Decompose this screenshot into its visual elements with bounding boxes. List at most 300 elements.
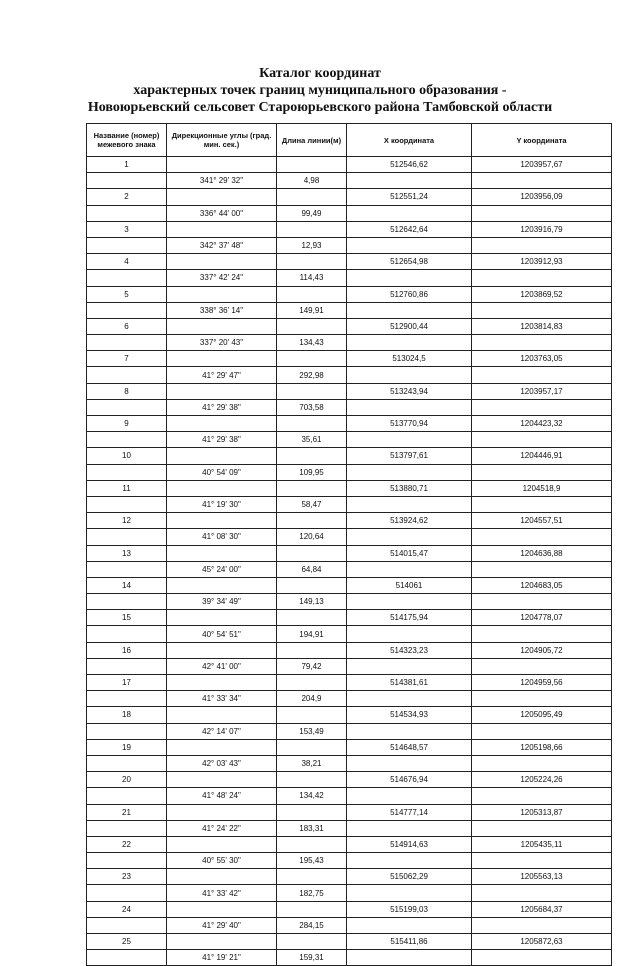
line-length: 4,98 (277, 173, 347, 189)
x-coordinate: 515199,03 (347, 901, 472, 917)
y-coordinate: 1205198,66 (472, 739, 612, 755)
point-row (87, 901, 612, 917)
direction-angle: 342° 37' 48" (167, 237, 277, 253)
y-coordinate: 1205872,63 (472, 934, 612, 950)
empty-cell (87, 885, 167, 901)
direction-angle: 341° 29' 32" (167, 173, 277, 189)
empty-cell (277, 480, 347, 496)
empty-cell (87, 335, 167, 351)
segment-row (87, 270, 612, 286)
point-number: 24 (87, 901, 167, 917)
y-coordinate: 1204683,05 (472, 577, 612, 593)
empty-cell (347, 367, 472, 383)
point-number: 23 (87, 869, 167, 885)
point-number: 2 (87, 189, 167, 205)
empty-cell (472, 950, 612, 966)
empty-cell (87, 723, 167, 739)
empty-cell (167, 739, 277, 755)
empty-cell (347, 594, 472, 610)
line-length: 703,58 (277, 399, 347, 415)
empty-cell (472, 529, 612, 545)
empty-cell (472, 399, 612, 415)
segment-row (87, 950, 612, 966)
point-row (87, 448, 612, 464)
empty-cell (347, 173, 472, 189)
empty-cell (277, 804, 347, 820)
empty-cell (167, 221, 277, 237)
point-row (87, 934, 612, 950)
empty-cell (87, 205, 167, 221)
empty-cell (87, 496, 167, 512)
header-angle: Дирекционные углы (град. мин. сек.) (167, 124, 277, 157)
x-coordinate: 514381,61 (347, 675, 472, 691)
header-mark-name: Название (номер) межевого знака (87, 124, 167, 157)
point-row (87, 610, 612, 626)
header-length: Длина линии(м) (277, 124, 347, 157)
point-number: 13 (87, 545, 167, 561)
point-number: 9 (87, 416, 167, 432)
empty-cell (347, 529, 472, 545)
empty-cell (167, 577, 277, 593)
empty-cell (277, 351, 347, 367)
empty-cell (277, 934, 347, 950)
empty-cell (167, 351, 277, 367)
y-coordinate: 1205095,49 (472, 707, 612, 723)
point-number: 7 (87, 351, 167, 367)
empty-cell (472, 788, 612, 804)
empty-cell (167, 416, 277, 432)
x-coordinate: 513243,94 (347, 383, 472, 399)
empty-cell (277, 545, 347, 561)
empty-cell (277, 610, 347, 626)
empty-cell (277, 836, 347, 852)
empty-cell (277, 513, 347, 529)
empty-cell (347, 464, 472, 480)
segment-row (87, 626, 612, 642)
y-coordinate: 1204778,07 (472, 610, 612, 626)
empty-cell (472, 917, 612, 933)
y-coordinate: 1204557,51 (472, 513, 612, 529)
empty-cell (167, 610, 277, 626)
empty-cell (87, 691, 167, 707)
empty-cell (167, 286, 277, 302)
point-number: 11 (87, 480, 167, 496)
point-row (87, 836, 612, 852)
point-number: 17 (87, 675, 167, 691)
line-length: 153,49 (277, 723, 347, 739)
y-coordinate: 1203957,67 (472, 157, 612, 173)
empty-cell (87, 788, 167, 804)
segment-row (87, 173, 612, 189)
point-row (87, 157, 612, 173)
segment-row (87, 205, 612, 221)
empty-cell (347, 691, 472, 707)
empty-cell (87, 432, 167, 448)
empty-cell (347, 237, 472, 253)
empty-cell (347, 950, 472, 966)
point-number: 21 (87, 804, 167, 820)
direction-angle: 45° 24' 00" (167, 561, 277, 577)
empty-cell (277, 221, 347, 237)
empty-cell (472, 594, 612, 610)
empty-cell (277, 448, 347, 464)
empty-cell (277, 901, 347, 917)
empty-cell (277, 318, 347, 334)
segment-row (87, 885, 612, 901)
empty-cell (347, 432, 472, 448)
y-coordinate: 1203763,05 (472, 351, 612, 367)
line-length: 292,98 (277, 367, 347, 383)
point-row (87, 577, 612, 593)
point-row (87, 804, 612, 820)
empty-cell (167, 642, 277, 658)
empty-cell (87, 173, 167, 189)
empty-cell (347, 788, 472, 804)
point-row (87, 189, 612, 205)
empty-cell (472, 367, 612, 383)
direction-angle: 41° 29' 40" (167, 917, 277, 933)
line-length: 134,43 (277, 335, 347, 351)
point-row (87, 545, 612, 561)
direction-angle: 337° 20' 43" (167, 335, 277, 351)
empty-cell (167, 675, 277, 691)
direction-angle: 336° 44' 00" (167, 205, 277, 221)
line-length: 38,21 (277, 755, 347, 771)
direction-angle: 41° 19' 21" (167, 950, 277, 966)
y-coordinate: 1204518,9 (472, 480, 612, 496)
x-coordinate: 514534,93 (347, 707, 472, 723)
line-length: 79,42 (277, 658, 347, 674)
point-number: 19 (87, 739, 167, 755)
empty-cell (87, 917, 167, 933)
empty-cell (347, 270, 472, 286)
direction-angle: 41° 29' 47" (167, 367, 277, 383)
point-row (87, 707, 612, 723)
point-row (87, 513, 612, 529)
empty-cell (472, 270, 612, 286)
segment-row (87, 432, 612, 448)
y-coordinate: 1204905,72 (472, 642, 612, 658)
direction-angle: 41° 33' 34" (167, 691, 277, 707)
empty-cell (87, 853, 167, 869)
point-row (87, 416, 612, 432)
x-coordinate: 512546,62 (347, 157, 472, 173)
empty-cell (347, 755, 472, 771)
line-length: 149,91 (277, 302, 347, 318)
empty-cell (472, 496, 612, 512)
direction-angle: 41° 33' 42" (167, 885, 277, 901)
y-coordinate: 1204636,88 (472, 545, 612, 561)
point-number: 12 (87, 513, 167, 529)
table-body (87, 157, 612, 966)
empty-cell (472, 626, 612, 642)
segment-row (87, 496, 612, 512)
empty-cell (167, 707, 277, 723)
segment-row (87, 691, 612, 707)
point-number: 4 (87, 254, 167, 270)
line-length: 195,43 (277, 853, 347, 869)
empty-cell (277, 254, 347, 270)
empty-cell (472, 723, 612, 739)
segment-row (87, 755, 612, 771)
line-length: 35,61 (277, 432, 347, 448)
empty-cell (87, 950, 167, 966)
x-coordinate: 512551,24 (347, 189, 472, 205)
empty-cell (472, 302, 612, 318)
line-length: 183,31 (277, 820, 347, 836)
line-length: 58,47 (277, 496, 347, 512)
x-coordinate: 513924,62 (347, 513, 472, 529)
empty-cell (167, 545, 277, 561)
y-coordinate: 1205224,26 (472, 772, 612, 788)
empty-cell (472, 885, 612, 901)
y-coordinate: 1204959,56 (472, 675, 612, 691)
empty-cell (472, 464, 612, 480)
x-coordinate: 514648,57 (347, 739, 472, 755)
segment-row (87, 237, 612, 253)
empty-cell (277, 707, 347, 723)
segment-row (87, 399, 612, 415)
catalog-subtitle-region: Новоюрьевский сельсовет Староюрьевского района Тамбовской области (87, 100, 553, 115)
catalog-title: Каталог координат (259, 66, 381, 81)
empty-cell (87, 464, 167, 480)
empty-cell (87, 399, 167, 415)
segment-row (87, 302, 612, 318)
coordinates-table (86, 123, 612, 966)
y-coordinate: 1203916,79 (472, 221, 612, 237)
x-coordinate: 514914,63 (347, 836, 472, 852)
point-row (87, 254, 612, 270)
point-number: 16 (87, 642, 167, 658)
empty-cell (167, 772, 277, 788)
empty-cell (472, 691, 612, 707)
empty-cell (472, 658, 612, 674)
direction-angle: 42° 14' 07" (167, 723, 277, 739)
direction-angle: 42° 41' 00" (167, 658, 277, 674)
y-coordinate: 1205435,11 (472, 836, 612, 852)
empty-cell (347, 626, 472, 642)
empty-cell (167, 513, 277, 529)
point-row (87, 675, 612, 691)
point-number: 3 (87, 221, 167, 237)
direction-angle: 41° 29' 38" (167, 432, 277, 448)
direction-angle: 42° 03' 43" (167, 755, 277, 771)
empty-cell (472, 853, 612, 869)
x-coordinate: 513024,5 (347, 351, 472, 367)
direction-angle: 41° 48' 24" (167, 788, 277, 804)
point-row (87, 739, 612, 755)
header-y: Y координата (472, 124, 612, 157)
line-length: 114,43 (277, 270, 347, 286)
direction-angle: 41° 24' 22" (167, 820, 277, 836)
point-number: 22 (87, 836, 167, 852)
x-coordinate: 512654,98 (347, 254, 472, 270)
point-row (87, 772, 612, 788)
empty-cell (347, 658, 472, 674)
empty-cell (277, 383, 347, 399)
segment-row (87, 367, 612, 383)
x-coordinate: 514015,47 (347, 545, 472, 561)
empty-cell (277, 157, 347, 173)
y-coordinate: 1203912,93 (472, 254, 612, 270)
point-number: 10 (87, 448, 167, 464)
x-coordinate: 514175,94 (347, 610, 472, 626)
line-length: 159,31 (277, 950, 347, 966)
segment-row (87, 464, 612, 480)
x-coordinate: 513880,71 (347, 480, 472, 496)
segment-row (87, 335, 612, 351)
direction-angle: 41° 08' 30" (167, 529, 277, 545)
point-number: 1 (87, 157, 167, 173)
empty-cell (87, 302, 167, 318)
point-number: 15 (87, 610, 167, 626)
empty-cell (87, 237, 167, 253)
empty-cell (87, 755, 167, 771)
direction-angle: 338° 36' 14" (167, 302, 277, 318)
point-row (87, 869, 612, 885)
point-row (87, 221, 612, 237)
segment-row (87, 820, 612, 836)
y-coordinate: 1205563,13 (472, 869, 612, 885)
empty-cell (277, 739, 347, 755)
line-length: 204,9 (277, 691, 347, 707)
empty-cell (277, 577, 347, 593)
empty-cell (167, 254, 277, 270)
segment-row (87, 723, 612, 739)
empty-cell (347, 723, 472, 739)
empty-cell (347, 917, 472, 933)
empty-cell (472, 820, 612, 836)
empty-cell (347, 399, 472, 415)
y-coordinate: 1204446,91 (472, 448, 612, 464)
empty-cell (167, 383, 277, 399)
segment-row (87, 917, 612, 933)
line-length: 134,42 (277, 788, 347, 804)
empty-cell (167, 448, 277, 464)
empty-cell (167, 836, 277, 852)
empty-cell (167, 934, 277, 950)
line-length: 99,49 (277, 205, 347, 221)
x-coordinate: 515062,29 (347, 869, 472, 885)
segment-row (87, 529, 612, 545)
point-number: 18 (87, 707, 167, 723)
empty-cell (167, 157, 277, 173)
empty-cell (167, 804, 277, 820)
empty-cell (347, 561, 472, 577)
empty-cell (347, 496, 472, 512)
y-coordinate: 1203814,83 (472, 318, 612, 334)
x-coordinate: 515411,86 (347, 934, 472, 950)
empty-cell (347, 205, 472, 221)
y-coordinate: 1203956,09 (472, 189, 612, 205)
y-coordinate: 1203869,52 (472, 286, 612, 302)
y-coordinate: 1205313,87 (472, 804, 612, 820)
empty-cell (167, 869, 277, 885)
x-coordinate: 514061 (347, 577, 472, 593)
x-coordinate: 514777,14 (347, 804, 472, 820)
empty-cell (277, 286, 347, 302)
line-length: 109,95 (277, 464, 347, 480)
empty-cell (472, 205, 612, 221)
empty-cell (87, 367, 167, 383)
segment-row (87, 853, 612, 869)
empty-cell (277, 642, 347, 658)
direction-angle: 40° 54' 09" (167, 464, 277, 480)
point-number: 25 (87, 934, 167, 950)
direction-angle: 41° 29' 38" (167, 399, 277, 415)
x-coordinate: 512900,44 (347, 318, 472, 334)
empty-cell (277, 189, 347, 205)
empty-cell (347, 302, 472, 318)
empty-cell (472, 432, 612, 448)
empty-cell (472, 561, 612, 577)
point-row (87, 286, 612, 302)
point-number: 6 (87, 318, 167, 334)
empty-cell (87, 561, 167, 577)
empty-cell (347, 853, 472, 869)
y-coordinate: 1204423,32 (472, 416, 612, 432)
empty-cell (347, 820, 472, 836)
empty-cell (277, 675, 347, 691)
x-coordinate: 512760,86 (347, 286, 472, 302)
point-row (87, 351, 612, 367)
segment-row (87, 788, 612, 804)
direction-angle: 41° 19' 30" (167, 496, 277, 512)
line-length: 12,93 (277, 237, 347, 253)
line-length: 194,91 (277, 626, 347, 642)
x-coordinate: 514323,23 (347, 642, 472, 658)
empty-cell (167, 480, 277, 496)
empty-cell (87, 820, 167, 836)
point-row (87, 383, 612, 399)
segment-row (87, 594, 612, 610)
y-coordinate: 1205684,37 (472, 901, 612, 917)
direction-angle: 40° 55' 30" (167, 853, 277, 869)
empty-cell (87, 529, 167, 545)
empty-cell (167, 901, 277, 917)
point-row (87, 318, 612, 334)
empty-cell (277, 416, 347, 432)
line-length: 284,15 (277, 917, 347, 933)
empty-cell (472, 237, 612, 253)
point-row (87, 642, 612, 658)
line-length: 149,13 (277, 594, 347, 610)
segment-row (87, 658, 612, 674)
x-coordinate: 514676,94 (347, 772, 472, 788)
empty-cell (347, 885, 472, 901)
catalog-subtitle: характерных точек границ муниципального образования - (133, 83, 507, 98)
point-number: 5 (87, 286, 167, 302)
empty-cell (472, 335, 612, 351)
empty-cell (87, 626, 167, 642)
direction-angle: 39° 34' 49" (167, 594, 277, 610)
direction-angle: 337° 42' 24" (167, 270, 277, 286)
point-number: 20 (87, 772, 167, 788)
empty-cell (347, 335, 472, 351)
empty-cell (87, 270, 167, 286)
point-number: 14 (87, 577, 167, 593)
direction-angle: 40° 54' 51" (167, 626, 277, 642)
empty-cell (277, 772, 347, 788)
segment-row (87, 561, 612, 577)
table-header-row (87, 124, 612, 157)
empty-cell (167, 189, 277, 205)
line-length: 64,84 (277, 561, 347, 577)
empty-cell (277, 869, 347, 885)
y-coordinate: 1203957,17 (472, 383, 612, 399)
line-length: 182,75 (277, 885, 347, 901)
x-coordinate: 513797,61 (347, 448, 472, 464)
